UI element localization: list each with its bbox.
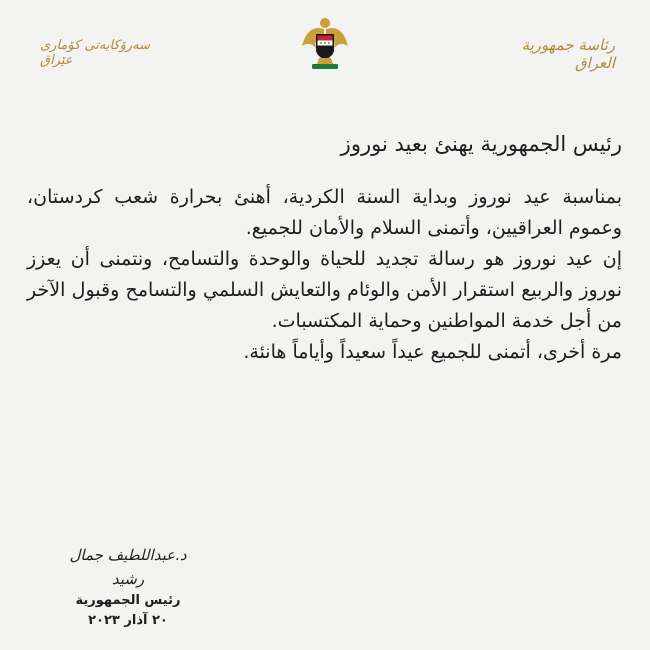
arabic-presidency-logo-text: رئاسة جمهورية العراق — [521, 36, 615, 72]
signature-block — [58, 543, 198, 631]
statement-date: ٢٠ آذار ٢٠٢٣ — [88, 613, 168, 628]
signatory-role: رئيس الجمهورية — [75, 593, 181, 608]
kurdish-presidency-logo — [40, 38, 160, 68]
statement-title: رئيس الجمهورية يهنئ بعيد نوروز — [340, 132, 622, 156]
arabic-presidency-logo — [495, 36, 615, 72]
handwritten-signature: د.عبداللطيف جمال رشيد — [69, 546, 187, 588]
statement-paragraph-2: إن عيد نوروز هو رسالة تجديد للحياة والوحدة والتسامح، ونتمنى أن يعزز نوروز والربيع استقرار الأمن والوئام والتعايش السلمي والتسامح وقبول الآخر من أجل خدمة المواطنين وحماية المكتسبات. — [27, 248, 622, 332]
statement-body — [27, 128, 622, 368]
iraq-eagle-emblem-icon — [300, 14, 350, 72]
statement-paragraph-3: مرة أخرى، أتمنى للجميع عيداً سعيداً وأياماً هانئة. — [243, 341, 622, 363]
statement-paragraph-1: بمناسبة عيد نوروز وبداية السنة الكردية، أهنئ بحرارة شعب كردستان، وعموم العراقيين، وأتمنى السلام والأمان للجميع. — [27, 186, 622, 239]
kurdish-presidency-logo-text: سەرۆکایەتی کۆماری عێراق — [40, 38, 151, 68]
